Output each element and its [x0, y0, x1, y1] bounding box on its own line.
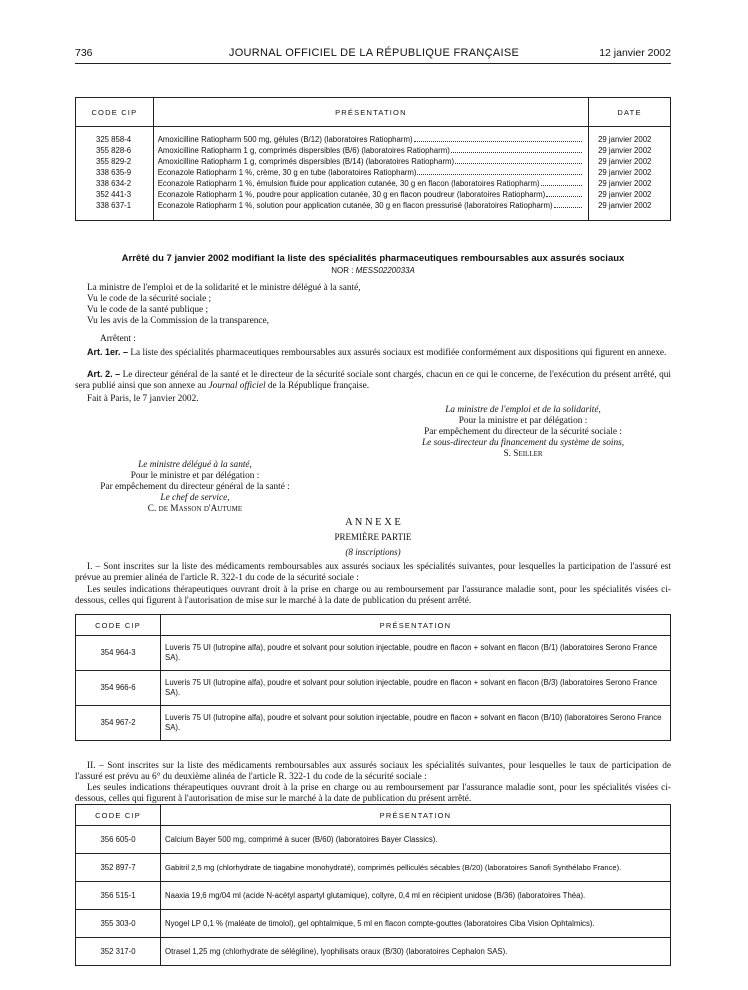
signature-left-line: Le ministre délégué à la santé,	[138, 460, 252, 470]
list-item	[158, 156, 584, 167]
presentation-text: Econazole Ratiopharm 1 %, émulsion fluide pour application cutanée, 30 g en flacon (laboratoires Ratiopharm)	[157, 179, 540, 188]
nor-label: NOR :	[331, 266, 354, 275]
table-body-row	[76, 127, 671, 221]
code-cell: 356 515-1	[76, 882, 161, 910]
presentation-cell: Otrasel 1,25 mg (chlorhydrate de sélégiline), lyophilisats oraux (B/30) (laboratoires Cephalon SAS).	[161, 938, 671, 966]
article-2-label: Art. 2. –	[87, 369, 121, 379]
article-2-text: Le directeur général de la santé et le directeur de la sécurité sociale sont chargés, chacun en ce qui le concerne, de l'exécution du présent arrêté, qui sera publié ainsi que son annexe au	[75, 370, 671, 391]
date-value: 29 janvier 2002	[598, 146, 652, 155]
presentation-cell: Nyogel LP 0,1 % (maléate de timolol), gel ophtalmique, 5 ml en flacon compte-gouttes (laboratoires Ciba Vision Ophtalmics).	[161, 910, 671, 938]
codes-cell	[76, 127, 154, 221]
header-rule	[75, 63, 671, 64]
table-section-1	[75, 614, 671, 741]
article-2-text-end: de la République française.	[267, 381, 370, 391]
column-header-presentation: PRÉSENTATION	[161, 805, 671, 826]
presentation-text: Econazole Ratiopharm 1 %, crème, 30 g en tube (laboratoires Ratiopharm)	[157, 168, 417, 177]
presentation-text: Amoxicilline Ratiopharm 1 g, comprimés dispersibles (B/14) (laboratoires Ratiopharm)	[157, 157, 455, 166]
signature-left-line: Par empêchement du directeur général de la santé :	[100, 482, 290, 492]
article-1-label: Art. 1er. –	[87, 347, 129, 357]
presentation-cell: Calcium Bayer 500 mg, comprimé à sucer (B/60) (laboratoires Bayer Classics).	[161, 826, 671, 854]
table-row	[76, 910, 671, 938]
dates-cell	[589, 127, 671, 221]
signatory-name: C. de Masson d'Autume	[147, 504, 243, 514]
date-value: 29 janvier 2002	[598, 157, 652, 166]
code-cell: 352 897-7	[76, 854, 161, 882]
list-item	[158, 167, 584, 178]
nor-line	[75, 266, 671, 275]
table-presentations-dates	[75, 97, 671, 221]
signature-right-line: Pour la ministre et par délégation :	[458, 416, 588, 426]
table-header-row	[76, 805, 671, 826]
column-header-code: CODE CIP	[76, 98, 154, 127]
preamble-line: Vu le code de la santé publique ;	[87, 305, 209, 315]
presentation-text: Econazole Ratiopharm 1 %, poudre pour application cutanée, 30 g en flacon poudreur (laboratoires Ratiopharm)	[157, 190, 546, 199]
table-row	[76, 826, 671, 854]
table-row	[76, 882, 671, 910]
column-header-presentation: PRÉSENTATION	[153, 98, 588, 127]
fait-a-paris: Fait à Paris, le 7 janvier 2002.	[87, 394, 199, 404]
code-cell: 354 966-6	[76, 671, 161, 706]
code-cell: 355 303-0	[76, 910, 161, 938]
annexe-inscriptions: (8 inscriptions)	[345, 547, 401, 557]
section-2-note: Les seules indications thérapeutiques ouvrant droit à la prise en charge ou au remboursement par l'assurance maladie sont, pour les spécialités visées ci-dessous, celles qui figurent à l'autorisation de mise sur le marché à la date de publication du présent arrêté.	[75, 783, 671, 804]
preamble-line: Vu les avis de la Commission de la transparence,	[87, 316, 269, 326]
date-value: 29 janvier 2002	[598, 135, 652, 144]
presentation-text: Econazole Ratiopharm 1 %, solution pour application cutanée, 30 g en flacon pressurisé (laboratoires Ratiopharm)	[157, 201, 553, 210]
preamble	[87, 283, 671, 327]
code-value: 355 828-6	[96, 146, 132, 155]
preamble-line: Vu le code de la sécurité sociale ;	[87, 294, 212, 304]
signature-right-line: Par empêchement du directeur de la sécurité sociale :	[424, 427, 622, 437]
page-date: 12 janvier 2002	[599, 47, 671, 59]
presentation-text: Amoxicilline Ratiopharm 1 g, comprimés dispersibles (B/6) (laboratoires Ratiopharm)	[157, 146, 450, 155]
code-value: 355 829-2	[96, 157, 132, 166]
signature-left-line: Pour le ministre et par délégation :	[130, 471, 260, 481]
column-header-presentation: PRÉSENTATION	[161, 615, 671, 636]
presentation-cell: Luveris 75 UI (lutropine alfa), poudre et solvant pour solution injectable, poudre en flacon + solvant en flacon (B/3) (laboratoires Serono France SA).	[161, 671, 671, 706]
column-header-code: CODE CIP	[76, 615, 161, 636]
presentation-cell: Naaxia 19,6 mg/04 ml (acide N-acétyl aspartyl glutamique), collyre, 0,4 ml en récipient unidose (B/36) (laboratoires Théa).	[161, 882, 671, 910]
article-1-text: La liste des spécialités pharmaceutiques remboursables aux assurés sociaux est modifiée conformément aux dispositions qui figurent en annexe.	[130, 348, 667, 358]
date-value: 29 janvier 2002	[598, 190, 652, 199]
code-value: 338 635-9	[96, 168, 132, 177]
presentation-cell: Luveris 75 UI (lutropine alfa), poudre et solvant pour solution injectable, poudre en flacon + solvant en flacon (B/10) (laboratoires Serono France SA).	[161, 706, 671, 741]
table-header-row	[76, 98, 671, 127]
list-item	[158, 189, 584, 200]
table-row	[76, 636, 671, 671]
nor-code: MESS0220033A	[355, 266, 415, 275]
list-item	[158, 145, 584, 156]
code-value: 325 858-4	[96, 135, 132, 144]
section-1-intro: I. – Sont inscrites sur la liste des médicaments remboursables aux assurés sociaux les spécialités suivantes, pour lesquelles la participation de l'assuré est prévue au premier alinéa de l'article R. 322-1 du code de la sécurité sociale :	[75, 562, 671, 583]
date-value: 29 janvier 2002	[598, 168, 652, 177]
table-header-row	[76, 615, 671, 636]
date-value: 29 janvier 2002	[598, 201, 652, 210]
article-2	[75, 369, 671, 392]
code-cell: 354 964-3	[76, 636, 161, 671]
list-item	[158, 134, 584, 145]
code-cell: 354 967-2	[76, 706, 161, 741]
column-header-date: DATE	[589, 98, 671, 127]
signature-right	[380, 405, 666, 460]
table-section-2	[75, 804, 671, 966]
arretent: Arrêtent :	[100, 334, 136, 344]
table-row	[76, 854, 671, 882]
presentation-cell: Gabitril 2,5 mg (chlorhydrate de tiagabine monohydraté), comprimés pelliculés sécables (B/20) (laboratoires Sanofi Synthélabo France).	[161, 854, 671, 882]
page-number: 736	[75, 47, 93, 59]
signature-right-line: La ministre de l'emploi et de la solidarité,	[445, 405, 601, 415]
code-value: 338 637-1	[96, 201, 132, 210]
journal-officiel-ref: Journal officiel	[208, 381, 266, 391]
list-item	[158, 178, 584, 189]
annexe-title: A N N E X E	[345, 517, 401, 528]
signatory-name: S. Seiller	[503, 449, 543, 459]
article-1	[75, 347, 671, 359]
table-row	[76, 706, 671, 741]
table-row	[76, 938, 671, 966]
preamble-line: La ministre de l'emploi et de la solidarité et le ministre délégué à la santé,	[87, 283, 361, 293]
section-1-note: Les seules indications thérapeutiques ouvrant droit à la prise en charge ou au remboursement par l'assurance maladie sont, pour les spécialités visées ci-dessous, celles qui figurent à l'autorisation de mise sur le marché à la date de publication du présent arrêté.	[75, 585, 671, 606]
presentation-cell: Luveris 75 UI (lutropine alfa), poudre et solvant pour solution injectable, poudre en flacon + solvant en flacon (B/1) (laboratoires Serono France SA).	[161, 636, 671, 671]
code-cell: 356 605-0	[76, 826, 161, 854]
journal-title: JOURNAL OFFICIEL DE LA RÉPUBLIQUE FRANÇAISE	[228, 47, 520, 59]
date-value: 29 janvier 2002	[598, 179, 652, 188]
arrete-title: Arrêté du 7 janvier 2002 modifiant la liste des spécialités pharmaceutiques remboursables aux assurés sociaux	[121, 253, 625, 264]
code-value: 338 634-2	[96, 179, 132, 188]
column-header-code: CODE CIP	[76, 805, 161, 826]
signature-left	[75, 460, 315, 515]
annexe-part: PREMIÈRE PARTIE	[334, 532, 412, 542]
presentations-cell	[153, 127, 588, 221]
table-row	[76, 671, 671, 706]
code-value: 352 441-3	[96, 190, 132, 199]
signature-right-line: Le sous-directeur du financement du système de soins,	[421, 438, 625, 448]
section-2-intro: II. – Sont inscrites sur la liste des médicaments remboursables aux assurés sociaux les spécialités suivantes, pour lesquelles le taux de participation de l'assuré est prévu au 6° du deuxième alinéa de l'article R. 322-1 du code de la sécurité sociale :	[75, 761, 671, 782]
code-cell: 352 317-0	[76, 938, 161, 966]
signature-left-line: Le chef de service,	[160, 493, 230, 503]
list-item	[158, 200, 584, 211]
presentation-text: Amoxicilline Ratiopharm 500 mg, gélules (B/12) (laboratoires Ratiopharm)	[157, 135, 413, 144]
